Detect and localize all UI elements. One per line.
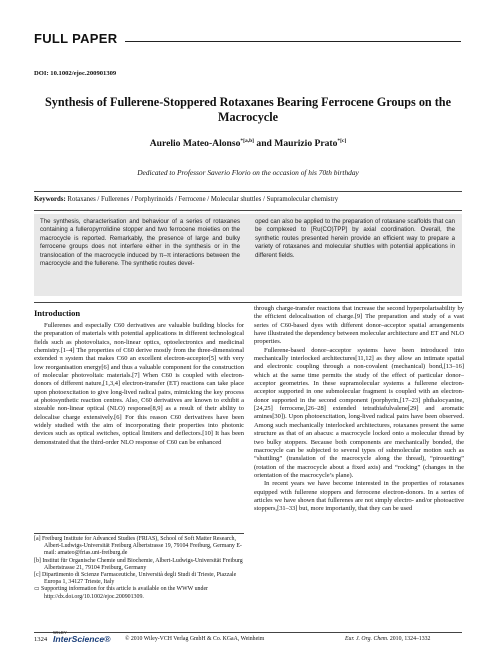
supporting-info-text: Supporting information for this article is available on the WWW under http://dx.doi.org/10.1002/ejoc.200901309. <box>41 586 209 600</box>
section-heading: Introduction <box>34 308 81 318</box>
author-affiliation: *[c] <box>337 138 347 144</box>
author-name: Aurelio Mateo-Alonso <box>149 138 241 150</box>
body-column-right <box>254 305 464 514</box>
journal-citation <box>345 636 430 642</box>
divider <box>34 191 462 192</box>
logo-main-text: InterScience® <box>53 634 111 644</box>
divider <box>34 210 462 211</box>
abstract-column-right: oped can also be applied to the preparation of rotaxane scaffolds that can be complexed to [Ru(CO)TPP] by axial coordination. Overall, the synthetic routes presented herein provide an efficient way to prepare a variety of rotaxanes and molecular shuttles with potential applications in different fields. <box>255 218 455 259</box>
author-conjunction: and <box>254 138 275 150</box>
author-line <box>30 138 466 149</box>
footnotes <box>34 536 244 601</box>
publisher-logo <box>53 631 110 643</box>
supporting-info-note <box>34 586 244 600</box>
header-rule <box>125 41 461 42</box>
doi: DOI: 10.1002/ejoc.200901309 <box>34 70 117 77</box>
keywords <box>34 196 462 203</box>
journal-reference: 2010, 1324–1332 <box>389 636 431 642</box>
logo-top-text: WILEY <box>53 630 68 635</box>
abstract <box>34 214 462 296</box>
paragraph: In recent years we have become interested in the properties of rotaxanes equipped with fullerene stoppers and ferrocene electron-donors. In a series of articles we have shown that fullerenes are not simply electro- and/or photoactive stoppers,[31–33] but, more importantly, that they can be used <box>254 480 464 513</box>
body-column-left <box>34 322 244 447</box>
keywords-list: Rotaxanes / Fullerenes / Porphyrinoids / Ferrocene / Molecular shuttles / Supramolecular chemistry <box>65 196 339 203</box>
footnote: [b] Institut für Organische Chemie und Biochemie, Albert-Ludwigs-Universität Freiburg Albertstrasse 21, 79104 Freiburg, Germany <box>34 557 243 571</box>
document-icon: ▭ <box>34 586 42 593</box>
paper-title: Synthesis of Fullerene-Stoppered Rotaxanes Bearing Ferrocene Groups on the Macrocycle <box>44 95 451 124</box>
footnote: [c] Dipartimento di Scienze Farmaceutiche, Università degli Studi di Trieste, Piazzale Europa 1, 34127 Trieste, Italy <box>34 572 237 586</box>
keywords-label: Keywords: <box>34 196 66 203</box>
divider <box>34 302 462 303</box>
page-number: 1324 <box>34 636 48 643</box>
section-label: FULL PAPER <box>34 31 118 46</box>
paragraph: Fullerenes and especially C60 derivatives are valuable building blocks for the preparation of materials with potential applications in different technological fields such as photovoltaics, non-linear optics, optoelectronics and medicinal chemistry.[1–4] The properties of C60 derive mostly from the three-dimensional extended π system that makes C60 an excellent electron-acceptor[5] with very low reorganisation energy[6] and thus a valuable component for the construction of molecular photovoltaic materials.[7] When C60 is coupled with electron-donors of different nature,[1,3,4] electron-transfer (ET) reactions can take place upon photoexcitation to give long-lived radical pairs, mimicking the key process at photosynthetic reaction centres. Also, C60 derivatives are known to exhibit a sizeable non-linear optical (NLO) response[8,9] as a result of their ability to delocalise charge extensively.[6] For this reason C60 derivatives have been widely studied with the aim of incorporating their properties into photonic devices such as optical switches, optical limiters and deflectors.[10] It has been demonstrated that the third-order NLO response of C60 can be enhanced <box>34 322 244 446</box>
dedication: Dedicated to Professor Saverio Florio on the occasion of his 70th birthday <box>137 168 359 177</box>
journal-name: Eur. J. Org. Chem. <box>345 636 390 642</box>
author-name: Maurizio Prato <box>274 138 338 150</box>
abstract-column-left: The synthesis, characterisation and behaviour of a series of rotaxanes containing a fulleropyrrolidine stopper and two ferrocene moieties on the macrocycle is reported. Remarkably, the presence of large and bulky ferrocene groups does not interfere either in the synthesis or in the translocation of the macrocycle induced by π–π interactions between the macrocycle and the fullerene. The synthetic routes devel- <box>40 218 240 268</box>
author-affiliation: *[a,b] <box>240 138 255 144</box>
footnote-rule <box>34 533 244 534</box>
footnote: [a] Freiburg Institute for Advanced Studies (FRIAS), School of Soft Matter Research, Albert-Ludwigs-Universität Freiburg Albertstrasse 19, 79104 Freiburg, Germany E-mail: amateo@frias.uni-freiburg.de <box>34 536 242 557</box>
paragraph: through charge-transfer reactions that increase the second hyperpolarisability by the efficient delocalisation of charge.[9] The preparation and study of a vast series of C60-based dyes with different donor–acceptor spatial arrangements have illustrated the dependency between molecular architecture and ET and NLO properties. <box>254 305 464 346</box>
copyright: © 2010 Wiley-VCH Verlag GmbH & Co. KGaA, Weinheim <box>125 636 265 642</box>
paragraph: Fullerene-based donor–acceptor systems have been introduced into mechanically interlocked architectures[11,12] as they allow an intimate spatial and electronic coupling through a non-covalent (mechanical) bond,[13–16] which at the same time permits the study of the effect of particular donor–acceptor geometries. In these supramolecular systems a fullerene electron-acceptor supported in one submolecular fragment is coupled with an electron-donor supported in the second component (porphyrin,[17–23] phthalocyanine,[24,25] ferrocene,[26–28] extended tetrathiafulvalene[29] and aromatic amines[30]). Upon photoexcitation, long-lived radical pairs have been observed. Among such mechanically interlocked architectures, rotaxanes present the same structure as that of an abacus: a macrocycle locked onto a molecular thread by two bulky stoppers. Because both components are mechanically bonded, the macrocycle can be subjected to several types of submolecular motion such as “shuttling” (translation of the macrocycle along the thread), “pirouetting” (rotation of the macrocycle about a fixed axis) and “rocking” (changes in the orientation of the macrocycle’s plane). <box>254 346 464 479</box>
